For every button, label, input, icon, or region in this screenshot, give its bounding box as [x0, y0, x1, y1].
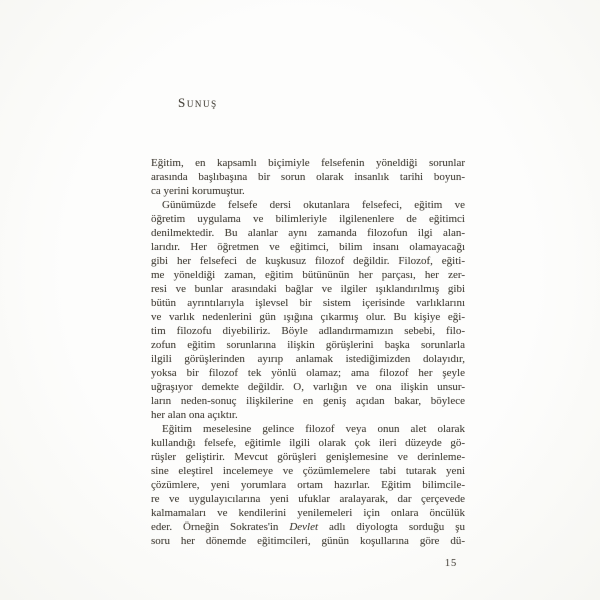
- text-line: tim filozofu diyebiliriz. Böyle adlandırmamızın sebebi, filo-: [151, 325, 465, 337]
- text-line: resi ve bunlar arasındaki bağlar ve ilgiler ışıklandırılmış gibi: [151, 283, 465, 295]
- text-line: ların neden-sonuç ilişkilerine en geniş açıdan bakar, böylece: [151, 395, 465, 407]
- text-line: arasında başlıbaşına bir sorun olarak insanlık tarihi boyun-: [151, 171, 465, 183]
- text-line: yoksa bir filozof tek yönlü olamaz; ama filozof her şeyle: [151, 367, 465, 379]
- text-line: uğraşıyor demekte değildir. O, varlığın ve ona ilişkin unsur-: [151, 381, 465, 393]
- text-line: Eğitim meselesine gelince filozof veya onun alet olarak: [162, 423, 465, 435]
- text-line: sine eleştirel incelemeye ve çözümlemelere tabi tutarak yeni: [151, 465, 465, 477]
- text-line: larıdır. Her öğretmen ve eğitimci, bilim insanı olamayacağı: [151, 241, 465, 253]
- text-line: re ve uygulayıcılarına yeni ufuklar aralayarak, dar çerçevede: [151, 493, 465, 505]
- text-line: ca yerini korumuştur.: [151, 185, 245, 197]
- text-line: ve varlık nedenlerini gün ışığına çıkarmış olur. Bu kişiye eği-: [151, 311, 465, 323]
- text-line: bütün ayrıntılarıyla işlevsel bir sistem içerisinde varlıklarını: [151, 297, 465, 309]
- text-line: eder. Örneğin Sokrates'in Devlet adlı diyologta sorduğu şu: [151, 521, 465, 533]
- text-line: kalmamaları ve kendilerini yenilemeleri için onlara öncülük: [151, 507, 465, 519]
- text-line: soru her dönemde eğitimcileri, günün koşullarına göre dü-: [151, 535, 465, 547]
- italic-book-title: Devlet: [289, 521, 319, 533]
- text-line: kullandığı felsefe, eğitimle ilgili olarak çok ileri düzeyde gö-: [151, 437, 465, 449]
- text-line: Eğitim, en kapsamlı biçimiyle felsefenin yöneldiği sorunlar: [151, 157, 465, 169]
- text-line: gibi her felsefeci de kuşkusuz filozof değildir. Filozof, eğiti-: [151, 255, 465, 267]
- text-line: çözümlere, yeni yorumlara ortam hazırlar. Eğitim bilimcile-: [151, 479, 465, 491]
- text-line: denilmektedir. Bu alanlar aynı zamanda filozofun ilgi alan-: [151, 227, 465, 239]
- text-line: me yöneldiği zaman, eğitim bütününün her parçası, her zer-: [151, 269, 465, 281]
- body-text: [151, 156, 465, 548]
- page-title: Sunuş: [178, 95, 218, 110]
- text-line: öğretim uygulama ve bilimleriyle ilgilenenlere de eğitimci: [151, 213, 465, 225]
- text-line: rüşler geliştirir. Mevcut görüşleri genişlemesine ve derinleme-: [151, 451, 465, 463]
- text-line: zofun eğitim sorunlarına ilişkin görüşlerini başka sorunlarla: [151, 339, 465, 351]
- text-line: her alan ona açıktır.: [151, 409, 238, 421]
- text-line: ilgili görüşlerinden ayırıp anlamak istediğimizden dolayıdır,: [151, 353, 465, 365]
- page-number: 15: [444, 558, 457, 569]
- text-line: Günümüzde felsefe dersi okutanlara felsefeci, eğitim ve: [162, 199, 465, 211]
